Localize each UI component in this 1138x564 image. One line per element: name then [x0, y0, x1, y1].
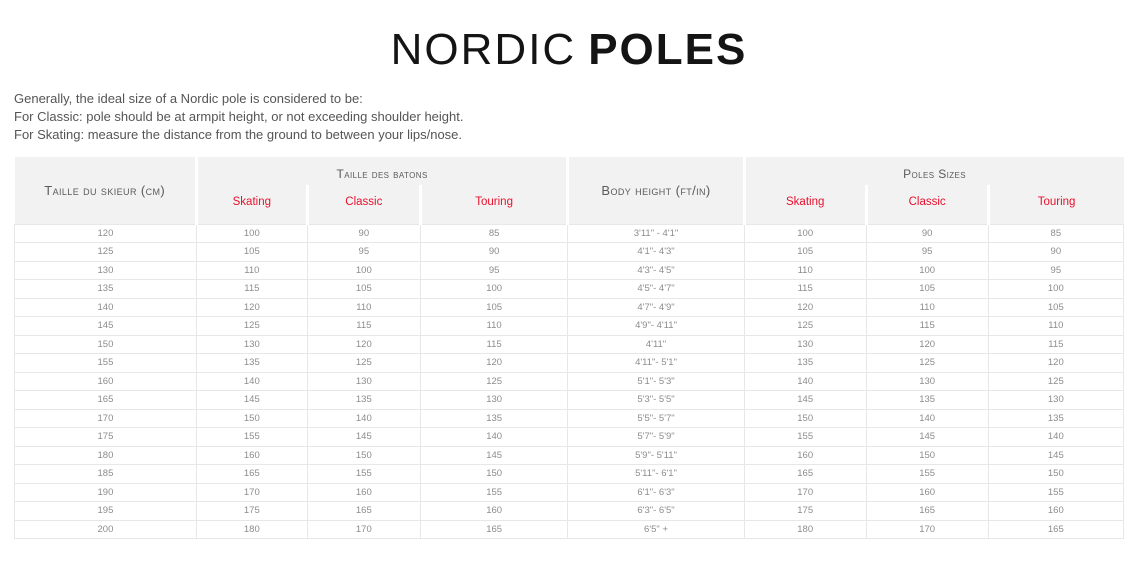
table-cell: 185 [15, 465, 197, 484]
group-header-taille-des-batons: Taille des batons [196, 157, 567, 185]
table-cell: 165 [196, 465, 307, 484]
table-cell: 4'1"- 4'3" [568, 243, 744, 262]
table-cell: 165 [307, 502, 420, 521]
intro-line-2: For Classic: pole should be at armpit height, or not exceeding shoulder height. [14, 109, 464, 125]
table-cell: 155 [744, 428, 866, 447]
table-cell: 120 [988, 354, 1123, 373]
pole-sizing-table [14, 157, 1124, 539]
table-cell: 105 [988, 298, 1123, 317]
table-cell: 120 [420, 354, 567, 373]
table-cell: 160 [15, 372, 197, 391]
table-cell: 5'3"- 5'5" [568, 391, 744, 410]
table-row [15, 298, 1124, 317]
table-cell: 150 [866, 446, 988, 465]
table-cell: 4'11"- 5'1" [568, 354, 744, 373]
table-cell: 130 [196, 335, 307, 354]
table-cell: 6'1"- 6'3" [568, 483, 744, 502]
table-cell: 170 [744, 483, 866, 502]
table-cell: 110 [307, 298, 420, 317]
intro-text [14, 90, 1124, 144]
table-cell: 135 [988, 409, 1123, 428]
page-title-light: NORDIC [390, 25, 577, 74]
table-cell: 160 [866, 483, 988, 502]
table-cell: 105 [196, 243, 307, 262]
table-cell: 150 [307, 446, 420, 465]
table-cell: 135 [15, 280, 197, 299]
table-cell: 145 [988, 446, 1123, 465]
table-cell: 125 [866, 354, 988, 373]
table-cell: 115 [196, 280, 307, 299]
table-cell: 105 [307, 280, 420, 299]
page-title-bold: POLES [588, 25, 748, 74]
table-row [15, 520, 1124, 539]
table-cell: 100 [866, 261, 988, 280]
table-cell: 190 [15, 483, 197, 502]
table-cell: 120 [307, 335, 420, 354]
table-cell: 160 [744, 446, 866, 465]
table-cell: 6'3"- 6'5" [568, 502, 744, 521]
table-cell: 5'9"- 5'11" [568, 446, 744, 465]
table-row [15, 280, 1124, 299]
table-cell: 120 [196, 298, 307, 317]
table-cell: 115 [744, 280, 866, 299]
intro-line-1: Generally, the ideal size of a Nordic pole is considered to be: [14, 91, 363, 107]
table-row [15, 409, 1124, 428]
table-cell: 155 [866, 465, 988, 484]
table-cell: 110 [420, 317, 567, 336]
table-cell: 100 [988, 280, 1123, 299]
table-cell: 4'5"- 4'7" [568, 280, 744, 299]
table-cell: 125 [196, 317, 307, 336]
table-cell: 160 [420, 502, 567, 521]
table-cell: 155 [988, 483, 1123, 502]
table-cell: 100 [744, 224, 866, 243]
table-cell: 125 [744, 317, 866, 336]
table-cell: 155 [15, 354, 197, 373]
table-row [15, 372, 1124, 391]
table-cell: 160 [307, 483, 420, 502]
table-cell: 5'1"- 5'3" [568, 372, 744, 391]
table-cell: 110 [196, 261, 307, 280]
col-header-skier-height: Taille du skieur (cm) [15, 157, 197, 224]
table-cell: 170 [866, 520, 988, 539]
table-cell: 105 [744, 243, 866, 262]
col-header-classic-left: Classic [307, 185, 420, 224]
table-cell: 130 [307, 372, 420, 391]
table-cell: 175 [744, 502, 866, 521]
table-cell: 145 [420, 446, 567, 465]
table-cell: 145 [744, 391, 866, 410]
table-cell: 105 [866, 280, 988, 299]
table-cell: 145 [307, 428, 420, 447]
table-cell: 115 [307, 317, 420, 336]
table-header [15, 157, 1124, 224]
table-cell: 155 [307, 465, 420, 484]
table-cell: 130 [744, 335, 866, 354]
table-cell: 115 [988, 335, 1123, 354]
table-cell: 140 [420, 428, 567, 447]
table-cell: 165 [420, 520, 567, 539]
table-row [15, 317, 1124, 336]
table-cell: 85 [420, 224, 567, 243]
table-row [15, 483, 1124, 502]
table-cell: 115 [866, 317, 988, 336]
table-cell: 170 [196, 483, 307, 502]
table-cell: 5'11"- 6'1" [568, 465, 744, 484]
table-cell: 85 [988, 224, 1123, 243]
col-header-skating-left: Skating [196, 185, 307, 224]
table-cell: 105 [420, 298, 567, 317]
col-header-classic-right: Classic [866, 185, 988, 224]
table-cell: 155 [196, 428, 307, 447]
table-cell: 125 [420, 372, 567, 391]
table-cell: 4'9"- 4'11" [568, 317, 744, 336]
table-row [15, 261, 1124, 280]
table-cell: 130 [15, 261, 197, 280]
table-row [15, 354, 1124, 373]
table-row [15, 391, 1124, 410]
table-cell: 5'5"- 5'7" [568, 409, 744, 428]
table-cell: 130 [866, 372, 988, 391]
table-cell: 120 [744, 298, 866, 317]
table-cell: 150 [420, 465, 567, 484]
table-body [15, 224, 1124, 539]
table-cell: 135 [196, 354, 307, 373]
group-header-poles-sizes: Poles Sizes [744, 157, 1123, 185]
table-cell: 160 [196, 446, 307, 465]
table-cell: 180 [15, 446, 197, 465]
table-row [15, 335, 1124, 354]
table-cell: 6'5" + [568, 520, 744, 539]
table-cell: 90 [307, 224, 420, 243]
table-cell: 155 [420, 483, 567, 502]
table-cell: 180 [196, 520, 307, 539]
table-cell: 95 [866, 243, 988, 262]
table-cell: 200 [15, 520, 197, 539]
table-cell: 170 [15, 409, 197, 428]
table-cell: 150 [15, 335, 197, 354]
table-cell: 150 [196, 409, 307, 428]
table-cell: 130 [988, 391, 1123, 410]
table-cell: 110 [744, 261, 866, 280]
table-cell: 115 [420, 335, 567, 354]
table-cell: 135 [307, 391, 420, 410]
table-cell: 165 [988, 520, 1123, 539]
table-cell: 90 [988, 243, 1123, 262]
table-cell: 100 [307, 261, 420, 280]
table-cell: 180 [744, 520, 866, 539]
table-cell: 170 [307, 520, 420, 539]
table-cell: 175 [196, 502, 307, 521]
table-cell: 140 [307, 409, 420, 428]
table-cell: 120 [866, 335, 988, 354]
table-cell: 95 [988, 261, 1123, 280]
table-cell: 135 [866, 391, 988, 410]
col-header-skating-right: Skating [744, 185, 866, 224]
table-cell: 165 [15, 391, 197, 410]
table-cell: 100 [196, 224, 307, 243]
table-cell: 145 [866, 428, 988, 447]
table-cell: 90 [420, 243, 567, 262]
table-cell: 4'7"- 4'9" [568, 298, 744, 317]
col-header-body-height: Body height (ft/in) [568, 157, 744, 224]
table-cell: 4'3"- 4'5" [568, 261, 744, 280]
table-cell: 125 [988, 372, 1123, 391]
table-cell: 195 [15, 502, 197, 521]
table-cell: 100 [420, 280, 567, 299]
table-row [15, 243, 1124, 262]
table-cell: 110 [988, 317, 1123, 336]
col-header-touring-right: Touring [988, 185, 1123, 224]
table-cell: 165 [866, 502, 988, 521]
table-cell: 140 [988, 428, 1123, 447]
table-cell: 125 [15, 243, 197, 262]
table-cell: 165 [744, 465, 866, 484]
table-row [15, 465, 1124, 484]
table-cell: 140 [196, 372, 307, 391]
table-cell: 140 [15, 298, 197, 317]
table-cell: 120 [15, 224, 197, 243]
table-row [15, 224, 1124, 243]
intro-line-3: For Skating: measure the distance from the ground to between your lips/nose. [14, 127, 463, 143]
table-cell: 135 [744, 354, 866, 373]
table-cell: 145 [196, 391, 307, 410]
page-title [0, 26, 1138, 74]
table-cell: 145 [15, 317, 197, 336]
table-cell: 135 [420, 409, 567, 428]
table-cell: 150 [744, 409, 866, 428]
table-cell: 95 [420, 261, 567, 280]
table-cell: 175 [15, 428, 197, 447]
table-cell: 160 [988, 502, 1123, 521]
table-row [15, 428, 1124, 447]
table-cell: 150 [988, 465, 1123, 484]
table-row [15, 502, 1124, 521]
table-cell: 4'11" [568, 335, 744, 354]
table-cell: 110 [866, 298, 988, 317]
table-cell: 125 [307, 354, 420, 373]
table-row [15, 446, 1124, 465]
table-cell: 140 [744, 372, 866, 391]
table-cell: 5'7"- 5'9" [568, 428, 744, 447]
table-cell: 140 [866, 409, 988, 428]
table-cell: 90 [866, 224, 988, 243]
col-header-touring-left: Touring [420, 185, 567, 224]
table-cell: 95 [307, 243, 420, 262]
table-cell: 3'11" - 4'1" [568, 224, 744, 243]
table-cell: 130 [420, 391, 567, 410]
